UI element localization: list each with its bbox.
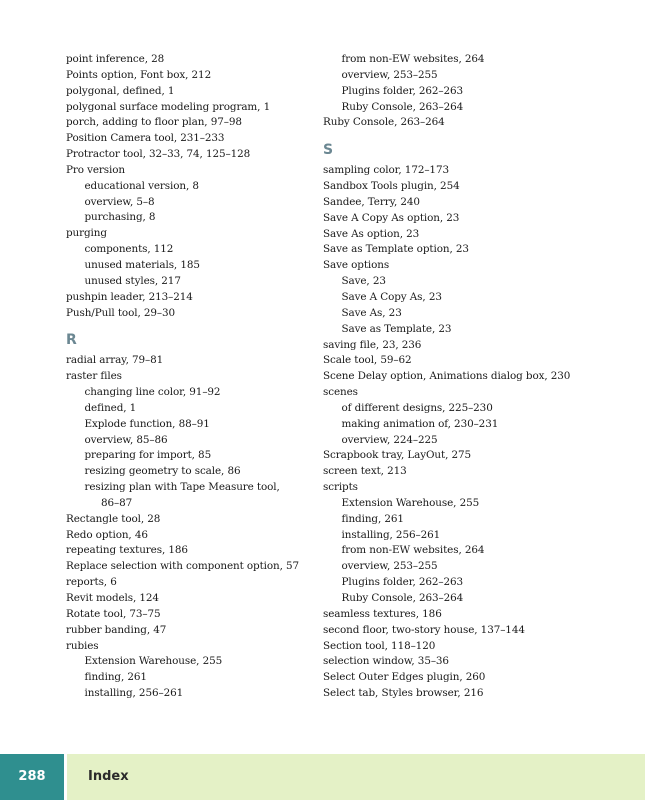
index-entry: reports, 6 — [66, 576, 117, 589]
index-subentry: making animation of, 230–231 — [341, 417, 499, 430]
index-entry: second floor, two-story house, 137–144 — [323, 623, 525, 636]
index-entry: porch, adding to floor plan, 97–98 — [66, 116, 242, 129]
index-subentry: overview, 253–255 — [341, 560, 438, 573]
index-entry: Save options — [323, 259, 390, 272]
index-letter-heading: S — [323, 142, 334, 159]
index-letter-heading: R — [66, 332, 77, 349]
page-number: 288 — [0, 754, 64, 800]
index-subentry: Save As, 23 — [341, 306, 402, 319]
index-entry: purging — [66, 227, 107, 240]
index-entry: point inference, 28 — [66, 53, 165, 65]
index-subentry: finding, 261 — [84, 671, 147, 684]
index-subentry: overview, 253–255 — [341, 68, 438, 81]
index-left-column — [66, 52, 306, 702]
index-entry: Position Camera tool, 231–233 — [66, 132, 225, 145]
index-subentry: 86–87 — [101, 496, 133, 509]
index-subentry: overview, 85–86 — [84, 433, 168, 446]
index-entry: Section tool, 118–120 — [323, 639, 436, 652]
index-entry: Save as Template option, 23 — [323, 243, 469, 256]
index-subentry: installing, 256–261 — [341, 528, 441, 541]
index-entry: seamless textures, 186 — [323, 607, 442, 620]
index-subentry: Explode function, 88–91 — [84, 417, 210, 430]
index-subentry: overview, 224–225 — [341, 433, 438, 446]
index-entry: Save As option, 23 — [323, 227, 420, 240]
index-subentry: of different designs, 225–230 — [341, 401, 493, 414]
index-entry: repeating textures, 186 — [66, 544, 188, 557]
page-footer — [0, 754, 645, 800]
index-entry: Points option, Font box, 212 — [66, 68, 212, 81]
index-entry: Revit models, 124 — [66, 592, 159, 604]
index-subentry: purchasing, 8 — [84, 211, 156, 224]
index-subentry: Save as Template, 23 — [341, 322, 452, 335]
index-subentry: resizing plan with Tape Measure tool, — [84, 481, 280, 494]
index-entry: Save A Copy As option, 23 — [323, 211, 460, 224]
index-subentry: finding, 261 — [341, 512, 404, 525]
index-right-column — [323, 52, 623, 702]
index-entry: radial array, 79–81 — [66, 354, 164, 367]
index-subentry: defined, 1 — [84, 401, 137, 414]
index-subentry: Extension Warehouse, 255 — [341, 496, 480, 509]
index-entry: Select tab, Styles browser, 216 — [323, 687, 484, 700]
index-entry: saving file, 23, 236 — [323, 338, 422, 351]
index-entry: Protractor tool, 32–33, 74, 125–128 — [66, 148, 251, 161]
index-entry: pushpin leader, 213–214 — [66, 290, 193, 303]
section-title: Index — [88, 769, 129, 784]
index-subentry: preparing for import, 85 — [84, 449, 212, 462]
index-entry: polygonal surface modeling program, 1 — [66, 100, 271, 113]
index-entry: rubber banding, 47 — [66, 623, 167, 636]
index-entry: Scene Delay option, Animations dialog box, 230 — [323, 370, 571, 383]
index-subentry: Save A Copy As, 23 — [341, 290, 442, 303]
index-entry: Replace selection with component option, 57 — [66, 560, 300, 573]
index-subentry: changing line color, 91–92 — [84, 386, 221, 399]
index-subentry: Save, 23 — [341, 275, 386, 288]
index-entry: Select Outer Edges plugin, 260 — [323, 671, 486, 684]
index-subentry: installing, 256–261 — [84, 687, 184, 700]
index-subentry: overview, 5–8 — [84, 195, 155, 208]
index-subentry: from non-EW websites, 264 — [341, 544, 485, 557]
index-entry: Ruby Console, 263–264 — [323, 116, 445, 129]
index-subentry: Extension Warehouse, 255 — [84, 655, 223, 668]
index-entry: scripts — [323, 481, 358, 494]
index-entry: Pro version — [66, 163, 126, 176]
index-entry: Redo option, 46 — [66, 528, 148, 541]
index-entry: Rotate tool, 73–75 — [66, 607, 161, 620]
index-entry: scenes — [323, 386, 358, 399]
index-entry: Sandbox Tools plugin, 254 — [323, 180, 460, 193]
index-entry: Scale tool, 59–62 — [323, 354, 412, 367]
index-entry: rubies — [66, 639, 99, 652]
index-entry: Rectangle tool, 28 — [66, 512, 161, 525]
index-subentry: unused materials, 185 — [84, 258, 200, 271]
index-entry: selection window, 35–36 — [323, 655, 449, 668]
index-subentry: Plugins folder, 262–263 — [341, 84, 464, 97]
footer-divider — [64, 754, 67, 800]
index-subentry: resizing geometry to scale, 86 — [84, 465, 241, 478]
index-entry: Scrapbook tray, LayOut, 275 — [323, 449, 472, 462]
index-subentry: from non-EW websites, 264 — [341, 53, 485, 65]
index-entry: sampling color, 172–173 — [323, 164, 449, 177]
index-entry: Sandee, Terry, 240 — [323, 195, 420, 208]
index-subentry: Ruby Console, 263–264 — [341, 592, 464, 604]
index-entry: polygonal, defined, 1 — [66, 84, 175, 97]
index-subentry: Ruby Console, 263–264 — [341, 100, 464, 113]
index-subentry: unused styles, 217 — [84, 274, 181, 287]
index-subentry: components, 112 — [84, 243, 174, 256]
index-subentry: Plugins folder, 262–263 — [341, 576, 464, 589]
index-entry: screen text, 213 — [323, 465, 407, 478]
index-entry: Push/Pull tool, 29–30 — [66, 306, 175, 319]
index-entry: raster files — [66, 370, 122, 383]
index-subentry: educational version, 8 — [84, 179, 199, 192]
